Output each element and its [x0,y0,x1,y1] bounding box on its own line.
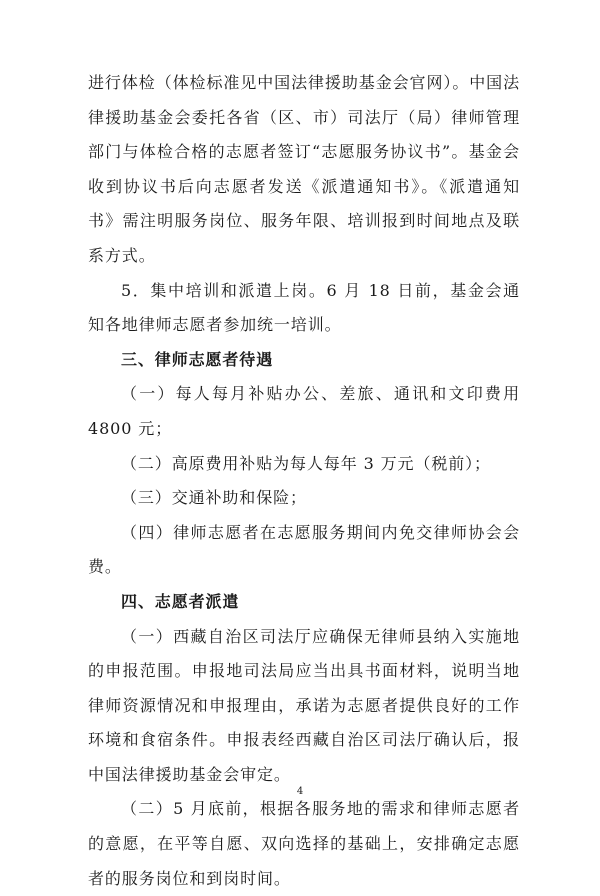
section-heading-volunteer-dispatch: 四、志愿者派遣 [121,591,240,611]
paragraph-transport-insurance: （三）交通补助和保险； [121,488,307,508]
section-heading-volunteer-benefits: 三、律师志愿者待遇 [121,349,274,369]
paragraph-post-assignment: （二）5 月底前，根据各服务地的需求和律师志愿者的意愿，在平等自愿、双向选择的基础上，安排确定志愿者的服务岗位和到岗时间。 [88,799,520,888]
document-page [88,66,520,888]
paragraph-training-dispatch: 5．集中培训和派遣上岗。6 月 18 日前，基金会通知各地律师志愿者参加统一培训。 [88,280,520,335]
paragraph-medical-exam-agreement: 进行体检（体检标准见中国法律援助基金会官网）。中国法律援助基金会委托各省（区、市）司法厅（局）律师管理部门与体检合格的志愿者签订“志愿服务协议书”。基金会收到协议书后向志愿者发送《派遣通知书》。《派遣通知书》需注明服务岗位、服务年限、培训报到时间地点及联系方式。 [88,73,520,265]
page-number: 4 [296,786,304,797]
paragraph-fee-exemption: （四）律师志愿者在志愿服务期间内免交律师协会会费。 [88,522,520,577]
paragraph-plateau-allowance: （二）高原费用补贴为每人每年 3 万元（税前）； [121,453,491,473]
paragraph-application-scope: （一）西藏自治区司法厅应确保无律师县纳入实施地的申报范围。申报地司法局应当出具书面材料，说明当地律师资源情况和申报理由，承诺为志愿者提供良好的工作环境和食宿条件。申报表经西藏自治区司法厅确认后，报中国法律援助基金会审定。 [88,626,520,784]
paragraph-monthly-allowance: （一）每人每月补贴办公、差旅、通讯和文印费用 4800 元； [88,384,520,438]
